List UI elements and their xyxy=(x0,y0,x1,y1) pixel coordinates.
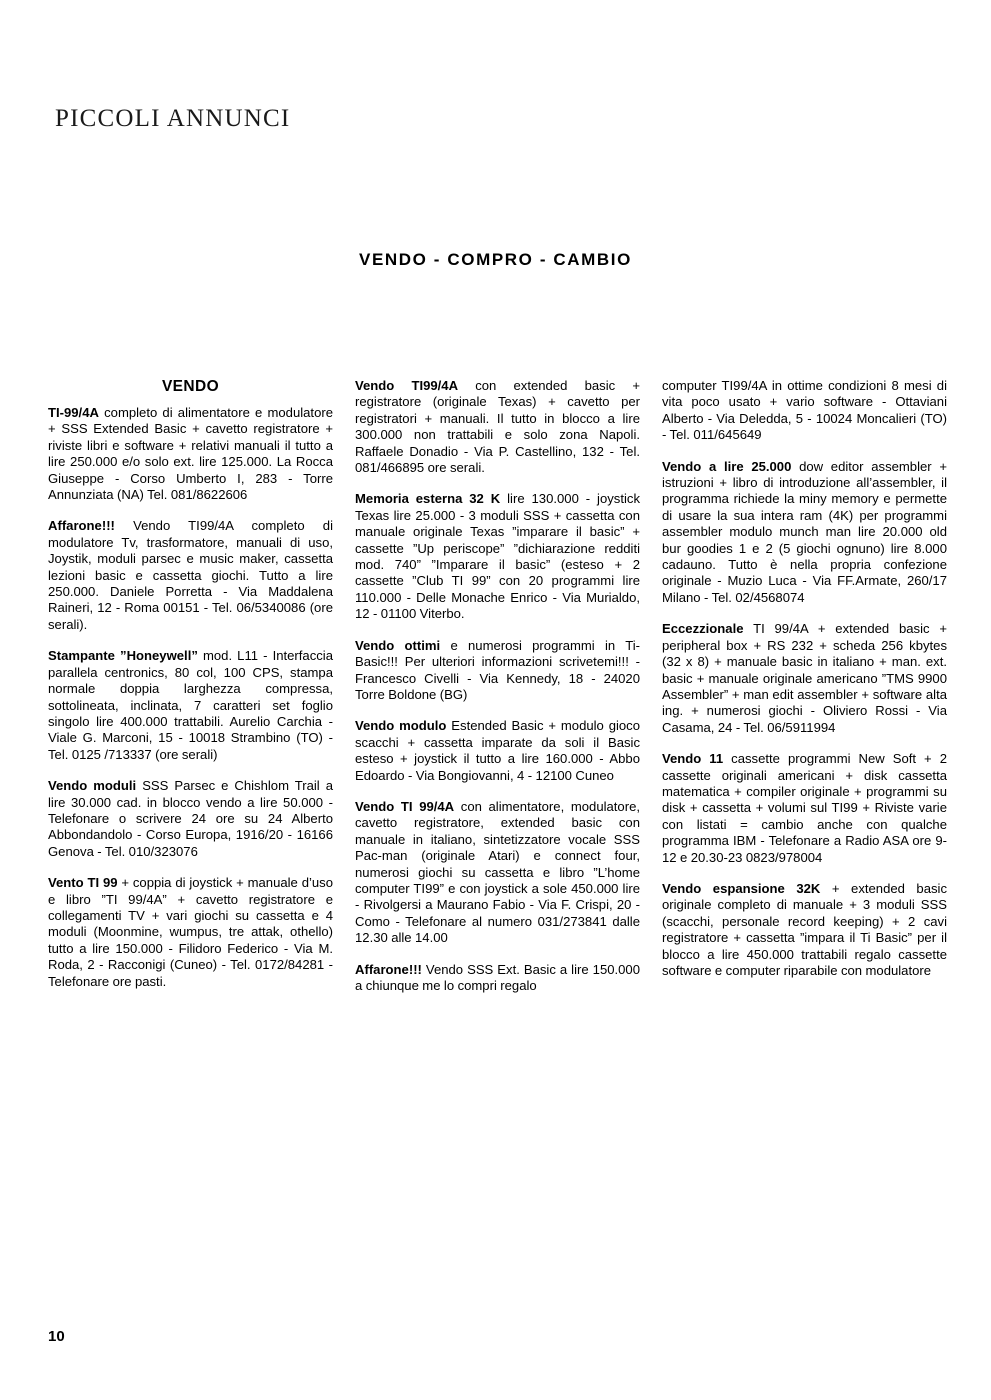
ad-lead: Vendo TI 99/4A xyxy=(355,798,455,814)
ad-body: e numerosi programmi in Ti-Basic!!! Per ulteriori informazioni scrivetemi!!! - Francesco Civelli - Via Kennedy, 18 - 24020 Torre Boldone (BG) xyxy=(355,637,640,702)
ad-body: Vendo SSS Ext. Basic a lire 150.000 a chiunque me lo compri regalo xyxy=(355,961,640,993)
page-number: 10 xyxy=(48,1328,65,1345)
column-3 xyxy=(662,378,947,994)
ad-item xyxy=(48,875,333,990)
ad-item xyxy=(355,638,640,704)
ad-lead: Vendo a lire 25.000 xyxy=(662,458,792,474)
ad-item xyxy=(355,718,640,784)
ad-body: SSS Parsec e Chishlom Trail a lire 30.000 cad. in blocco vendo a lire 50.000 - Telefonare o scrivere 24 ore su 24 Alberto Abbondandolo - Corso Europa, 1916/20 - 16166 Genova - Tel. 010/323076 xyxy=(48,778,333,859)
ad-body: Estended Basic + modulo gioco scacchi + cassetta imparate da soli il Basic esteso + joystick il tutto a lire 160.000 - Abbo Edoardo - Via Bongiovanni, 4 - 12100 Cuneo xyxy=(355,718,641,783)
ad-lead: Vendo moduli xyxy=(48,778,137,794)
ad-item xyxy=(355,799,640,947)
ad-item xyxy=(662,751,947,866)
ad-item xyxy=(662,459,947,607)
column-1 xyxy=(48,378,333,994)
ad-lead: Vendo 11 xyxy=(662,751,724,767)
ad-lead: Memoria esterna 32 K xyxy=(355,491,501,507)
ad-body: cassette programmi New Soft + 2 cassette originali americani + disk cassetta matematica + compiler originale + programmi su disk + cassetta + volumi sul TI99 + Riviste varie con listati = cambio anche con qualche programma IBM - Telefonare a Radio ASA ore 9-12 e 20.30-23 0823/978004 xyxy=(662,751,947,865)
ad-body: TI 99/4A + extended basic + peripheral box + RS 232 + scheda 256 kbytes (32 x 8) + manuale basic in italiano + man. ext. basic + manuale originale americano ”TMS 9900 Assembler” + man edit assembler + software alta ing. + numerosi giochi - Oliviero Rossi - Via Casama, 24 - Tel. 06/5911994 xyxy=(662,621,947,735)
ad-lead: Vento TI 99 xyxy=(48,875,118,891)
ad-body: Vendo TI99/4A completo di modulatore Tv, trasformatore, manuali di uso, Joystik, moduli parsec e music maker, cassetta lezioni basic e cassetta giochi. Tutto a lire 250.000. Daniele Porretta - Via Maddalena Raineri, 12 - Roma 00151 - Tel. 06/5340086 (ore serali). xyxy=(48,518,333,632)
ad-body: completo di alimentatore e modulatore + SSS Extended Basic + cavetto registratore + riviste libri e software + relativi manuali il tutto a lire 250.000 e/o solo ext. lire 125.000. La Rocca Giuseppe - Corso Umberto I, 283 - Torre Annunziata (NA) Tel. 081/8622606 xyxy=(48,405,333,503)
ad-item xyxy=(662,881,947,979)
ad-item xyxy=(48,518,333,633)
ad-body: dow editor assembler + istruzioni + libro di introduzione all’assembler, il programma richiede la miny memory e permette di usare la sua intera ram (4K) per programmi assembler modulo munch man lire 20.000 old bur goodies 1 e 2 (5 giochi ognuno) lire 8.000 cadauno. Tutto è nella propria confezione originale - Muzio Luca - Via FF.Armate, 260/17 Milano - Tel. 02/4568074 xyxy=(662,458,947,605)
ad-lead: Eccezzionale xyxy=(662,621,744,637)
ad-lead: Vendo ottimi xyxy=(355,637,441,653)
ad-item xyxy=(48,778,333,860)
ad-lead: Stampante ”Honeywell” xyxy=(48,648,198,664)
section-heading: VENDO - COMPRO - CAMBIO xyxy=(359,250,632,269)
ad-item xyxy=(355,378,640,476)
ad-body: con extended basic + registratore (originale Texas) + cavetto per registratori + manuali. Il tutto in blocco a lire 300.000 non trattabili e solo zona Napoli. Raffaele Donadio - Via P. Castellino, 132 - Tel. 081/466895 ore serali. xyxy=(355,378,640,476)
ad-lead: TI-99/4A xyxy=(48,405,99,420)
ad-lead: Vendo espansione 32K xyxy=(662,880,821,896)
ad-item xyxy=(355,491,640,622)
ad-body: mod. L11 - Interfaccia parallela centronics, 80 col, 100 CPS, stampa normale doppia larghezza compressa, sottolineata, inclinata, 7 caratteri set foglio singolo lire 400.000 trattabili. Aurelio Carchia - Viale G. Marconi, 15 - 10018 Strambino (TO) - Tel. 0125 /713337 (ore serali) xyxy=(48,648,333,762)
ad-lead: Affarone!!! xyxy=(48,518,115,534)
ad-lead: Vendo modulo xyxy=(355,718,447,734)
ad-item xyxy=(662,621,947,736)
ads-columns xyxy=(48,378,948,994)
page-title: PICCOLI ANNUNCI xyxy=(55,105,291,132)
ad-body: + coppia di joystick + manuale d’uso e libro ”TI 99/4A” + cavetto registratore e collegamenti TV + vari giochi su cassetta e 4 moduli (Moonmine, wumpus, tre attak, othello) tutto a lire 150.000 - Filidoro Federico - Via M. Roda, 2 - Racconigi (Cuneo) - Tel. 0172/84281 - Telefonare ore pasti. xyxy=(48,875,333,989)
column-1-heading: VENDO xyxy=(161,378,220,395)
ad-body: computer TI99/4A in ottime condizioni 8 mesi di vita poco usato + vario software - Ottaviani Alberto - Via Deledda, 5 - 10024 Moncalieri (TO) - Tel. 011/645649 xyxy=(662,378,947,443)
ad-item xyxy=(48,648,333,763)
ad-body: con alimentatore, modulatore, cavetto registratore, extended basic con manuale in italiano, sintetizzatore vocale SSS Pac-man (originale Atari) e connect four, numerosi giochi su cassetta e libro ”L’home computer TI99” e con joystick a sole 450.000 lire - Rivolgersi a Maurano Fabio - Via F. Crispi, 20 - Como - Telefonare al numero 031/273841 dalle 12.30 alle 14.00 xyxy=(355,798,640,946)
ad-item xyxy=(48,405,333,503)
ad-body: lire 130.000 - joystick Texas lire 25.000 - 3 moduli SSS + cassetta con manuale originale Texas ”imparare il basic” + cassette ”Up periscope” ”dichiarazione redditi mod. 740” ”Imparare il basic” (esteso + 2 cassette ”Club TI 99” con 20 programmi lire 110.000 - Delle Monache Enrico - Via Murialdo, 12 - 01100 Viterbo. xyxy=(355,491,640,622)
column-2 xyxy=(355,378,640,994)
ad-body: + extended basic originale completo di manuale + 3 moduli SSS (scacchi, personale record keeping) + 2 cavi registratore + cassetta ”impara il Ti Basic” per il blocco a lire 450.000 trattabili regalo cassette software e computer riparabile con modulatore xyxy=(662,880,947,978)
ad-item xyxy=(355,962,640,995)
ad-item xyxy=(662,378,947,444)
ad-lead: Vendo TI99/4A xyxy=(355,378,459,393)
ad-lead: Affarone!!! xyxy=(355,961,422,977)
